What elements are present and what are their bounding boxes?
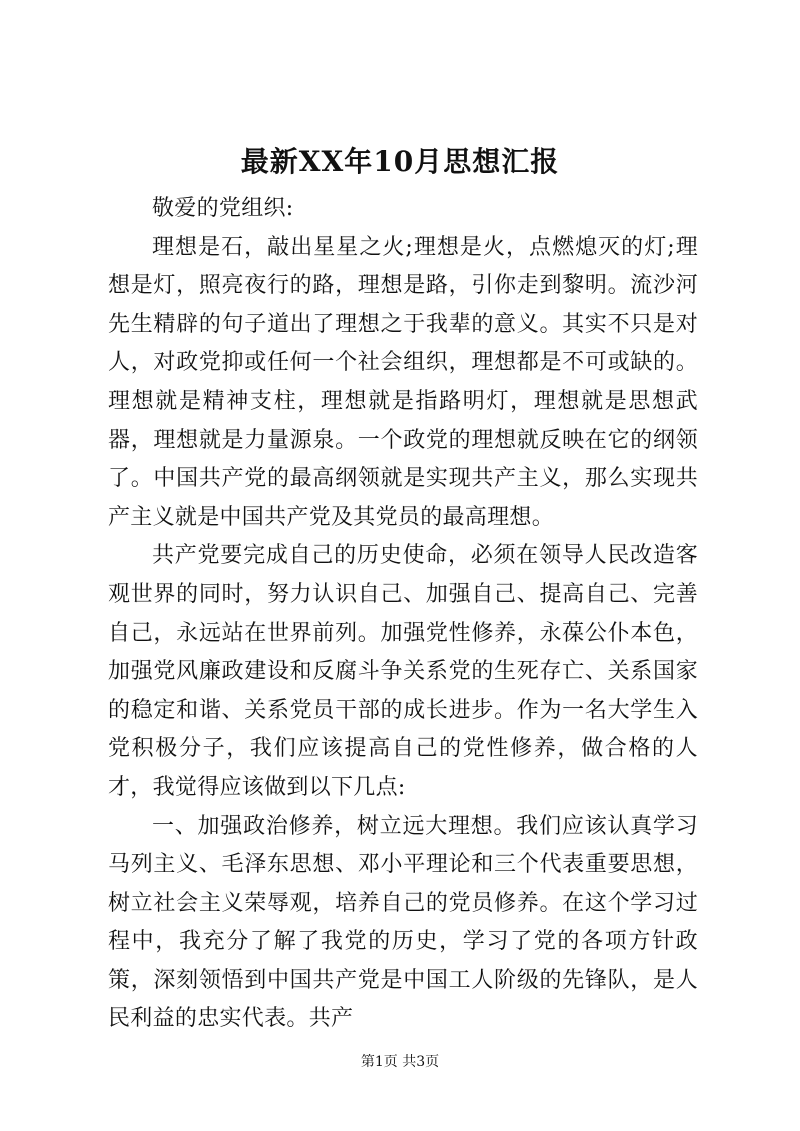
- paragraph: 一、加强政治修养，树立远大理想。我们应该认真学习马列主义、毛泽东思想、邓小平理论和三个代表重要思想，树立社会主义荣辱观，培养自己的党员修养。在这个学习过程中，我充分了解了我党的历史，学习了党的各项方针政策，深刻领悟到中国共产党是中国工人阶级的先锋队，是人民利益的忠实代表。共产: [108, 813, 698, 1032]
- document-title: 最新XX年10月思想汇报: [240, 145, 560, 178]
- salutation: 敬爱的党组织:: [152, 196, 294, 221]
- paragraph: 理想是石，敲出星星之火;理想是火，点燃熄灭的灯;理想是灯，照亮夜行的路，理想是路，引你走到黎明。流沙河先生精辟的句子道出了理想之于我辈的意义。其实不只是对人，对政党抑或任何一个社会组织，理想都是不可或缺的。理想就是精神支柱，理想就是指路明灯，理想就是思想武器，理想就是力量源泉。一个政党的理想就反映在它的纲领了。中国共产党的最高纲领就是实现共产主义，那么实现共产主义就是中国共产党及其党员的最高理想。: [108, 234, 698, 530]
- document-body: [108, 190, 698, 1039]
- paragraph: 共产党要完成自己的历史使命，必须在领导人民改造客观世界的同时，努力认识自己、加强自己、提高自己、完善自己，永远站在世界前列。加强党性修养，永葆公仆本色，加强党风廉政建设和反腐斗争关系党的生死存亡、关系国家的稳定和谐、关系党员干部的成长进步。作为一名大学生入党积极分子，我们应该提高自己的党性修养，做合格的人才，我觉得应该做到以下几点:: [108, 543, 698, 800]
- page-footer: 第1页 共3页: [360, 1054, 440, 1070]
